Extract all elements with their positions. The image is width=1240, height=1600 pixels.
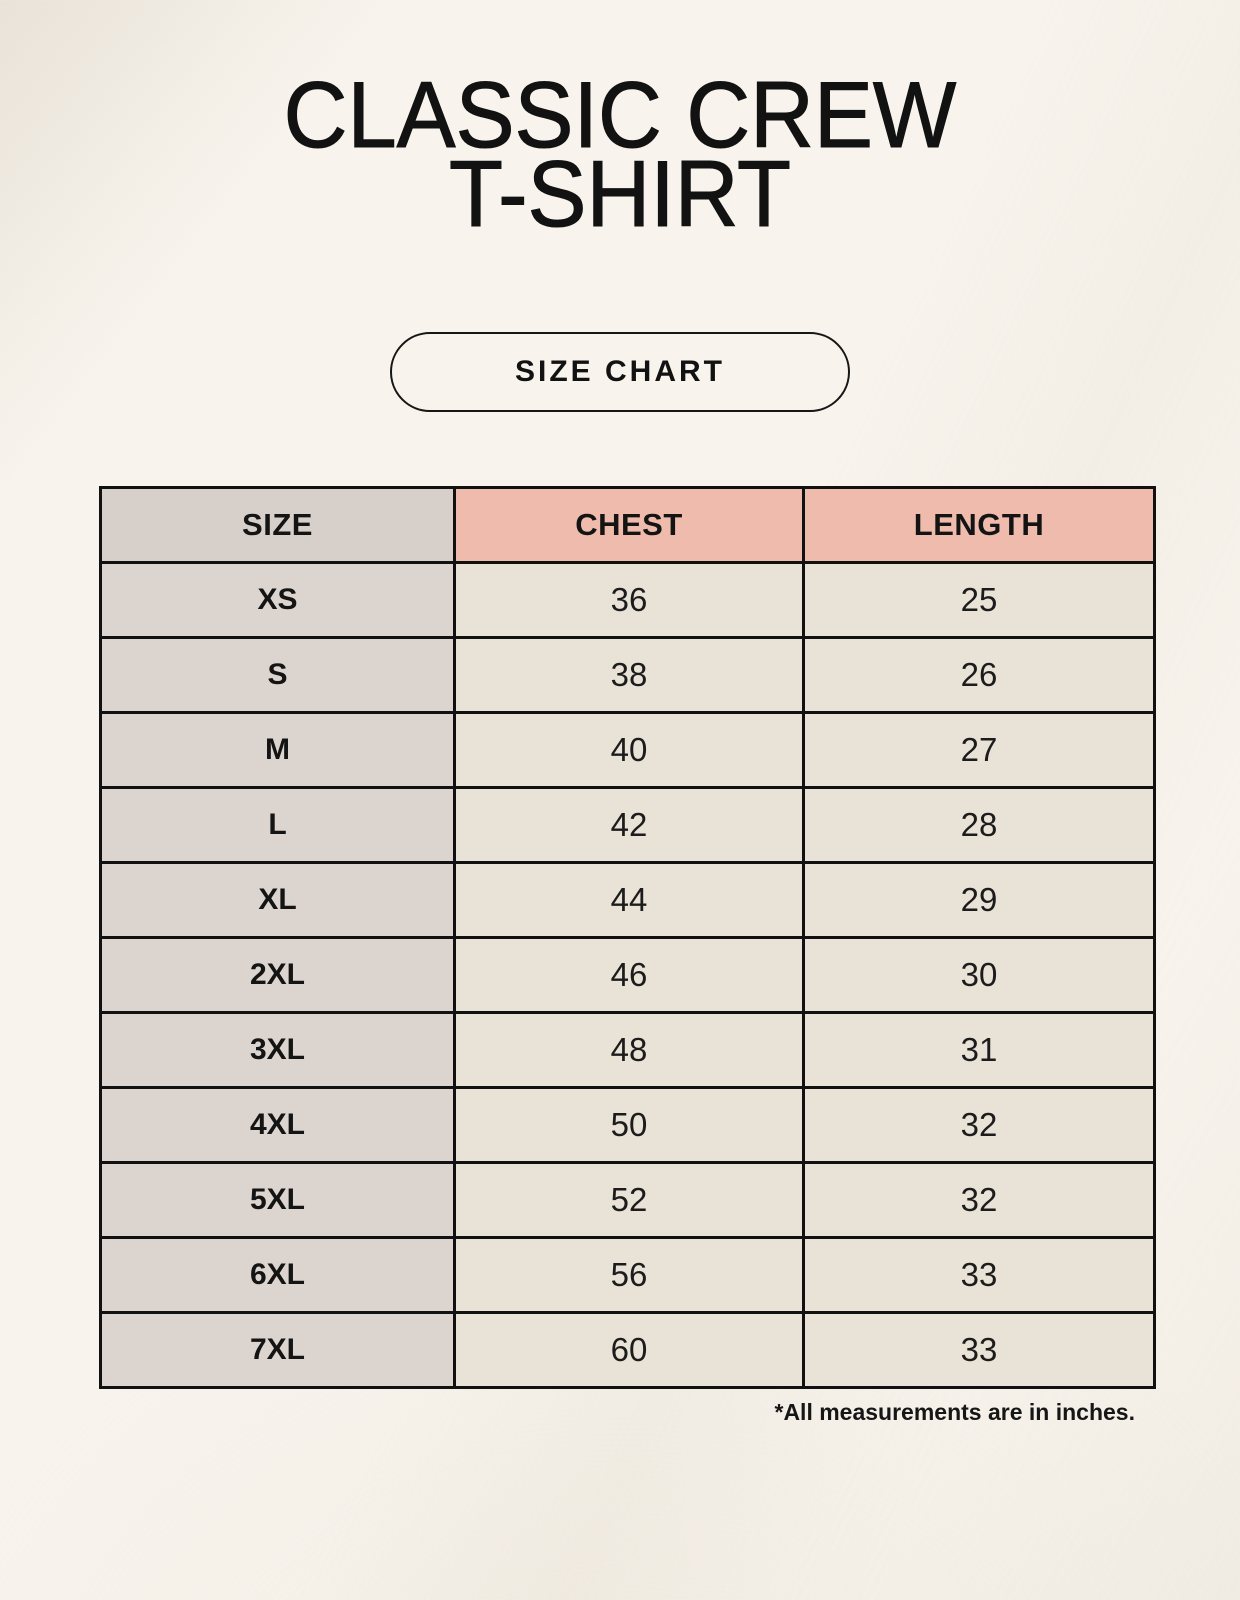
size-chart-table (99, 486, 1156, 1389)
length-cell: 33 (804, 1237, 1155, 1312)
page-title (37, 62, 1203, 246)
chest-cell: 44 (455, 862, 804, 937)
size-cell: 3XL (101, 1012, 455, 1087)
size-chart-button-label: SIZE CHART (515, 354, 725, 388)
table-row (101, 1162, 1155, 1237)
header-length: LENGTH (804, 487, 1155, 562)
table-row (101, 862, 1155, 937)
size-cell: L (101, 787, 455, 862)
length-cell: 33 (804, 1312, 1155, 1387)
table-row (101, 712, 1155, 787)
chest-cell: 52 (455, 1162, 804, 1237)
length-cell: 32 (804, 1087, 1155, 1162)
length-cell: 28 (804, 787, 1155, 862)
size-cell: 7XL (101, 1312, 455, 1387)
header-size: SIZE (101, 487, 455, 562)
size-cell: XS (101, 562, 455, 637)
size-chart-button-row (0, 332, 1240, 412)
size-chart-button[interactable] (390, 332, 850, 412)
size-cell: 5XL (101, 1162, 455, 1237)
table-row (101, 787, 1155, 862)
page-title-line1: CLASSIC CREW (283, 62, 957, 167)
chest-cell: 60 (455, 1312, 804, 1387)
chest-cell: 36 (455, 562, 804, 637)
length-cell: 32 (804, 1162, 1155, 1237)
table-header-row (101, 487, 1155, 562)
header-chest: CHEST (455, 487, 804, 562)
size-cell: M (101, 712, 455, 787)
length-cell: 29 (804, 862, 1155, 937)
table-row (101, 562, 1155, 637)
length-cell: 27 (804, 712, 1155, 787)
length-cell: 31 (804, 1012, 1155, 1087)
measurements-footnote: *All measurements are in inches. (774, 1398, 1135, 1425)
table-row (101, 637, 1155, 712)
chest-cell: 38 (455, 637, 804, 712)
length-cell: 30 (804, 937, 1155, 1012)
table-row (101, 1237, 1155, 1312)
chest-cell: 56 (455, 1237, 804, 1312)
chest-cell: 48 (455, 1012, 804, 1087)
chest-cell: 40 (455, 712, 804, 787)
table-row (101, 1312, 1155, 1387)
table-row (101, 937, 1155, 1012)
table-row (101, 1012, 1155, 1087)
chest-cell: 46 (455, 937, 804, 1012)
size-cell: 4XL (101, 1087, 455, 1162)
page-title-line2: T-SHIRT (448, 140, 792, 246)
size-cell: XL (101, 862, 455, 937)
chest-cell: 42 (455, 787, 804, 862)
length-cell: 25 (804, 562, 1155, 637)
size-cell: 6XL (101, 1237, 455, 1312)
size-cell: 2XL (101, 937, 455, 1012)
size-chart-table-container (99, 486, 1153, 1389)
table-row (101, 1087, 1155, 1162)
size-cell: S (101, 637, 455, 712)
length-cell: 26 (804, 637, 1155, 712)
chest-cell: 50 (455, 1087, 804, 1162)
